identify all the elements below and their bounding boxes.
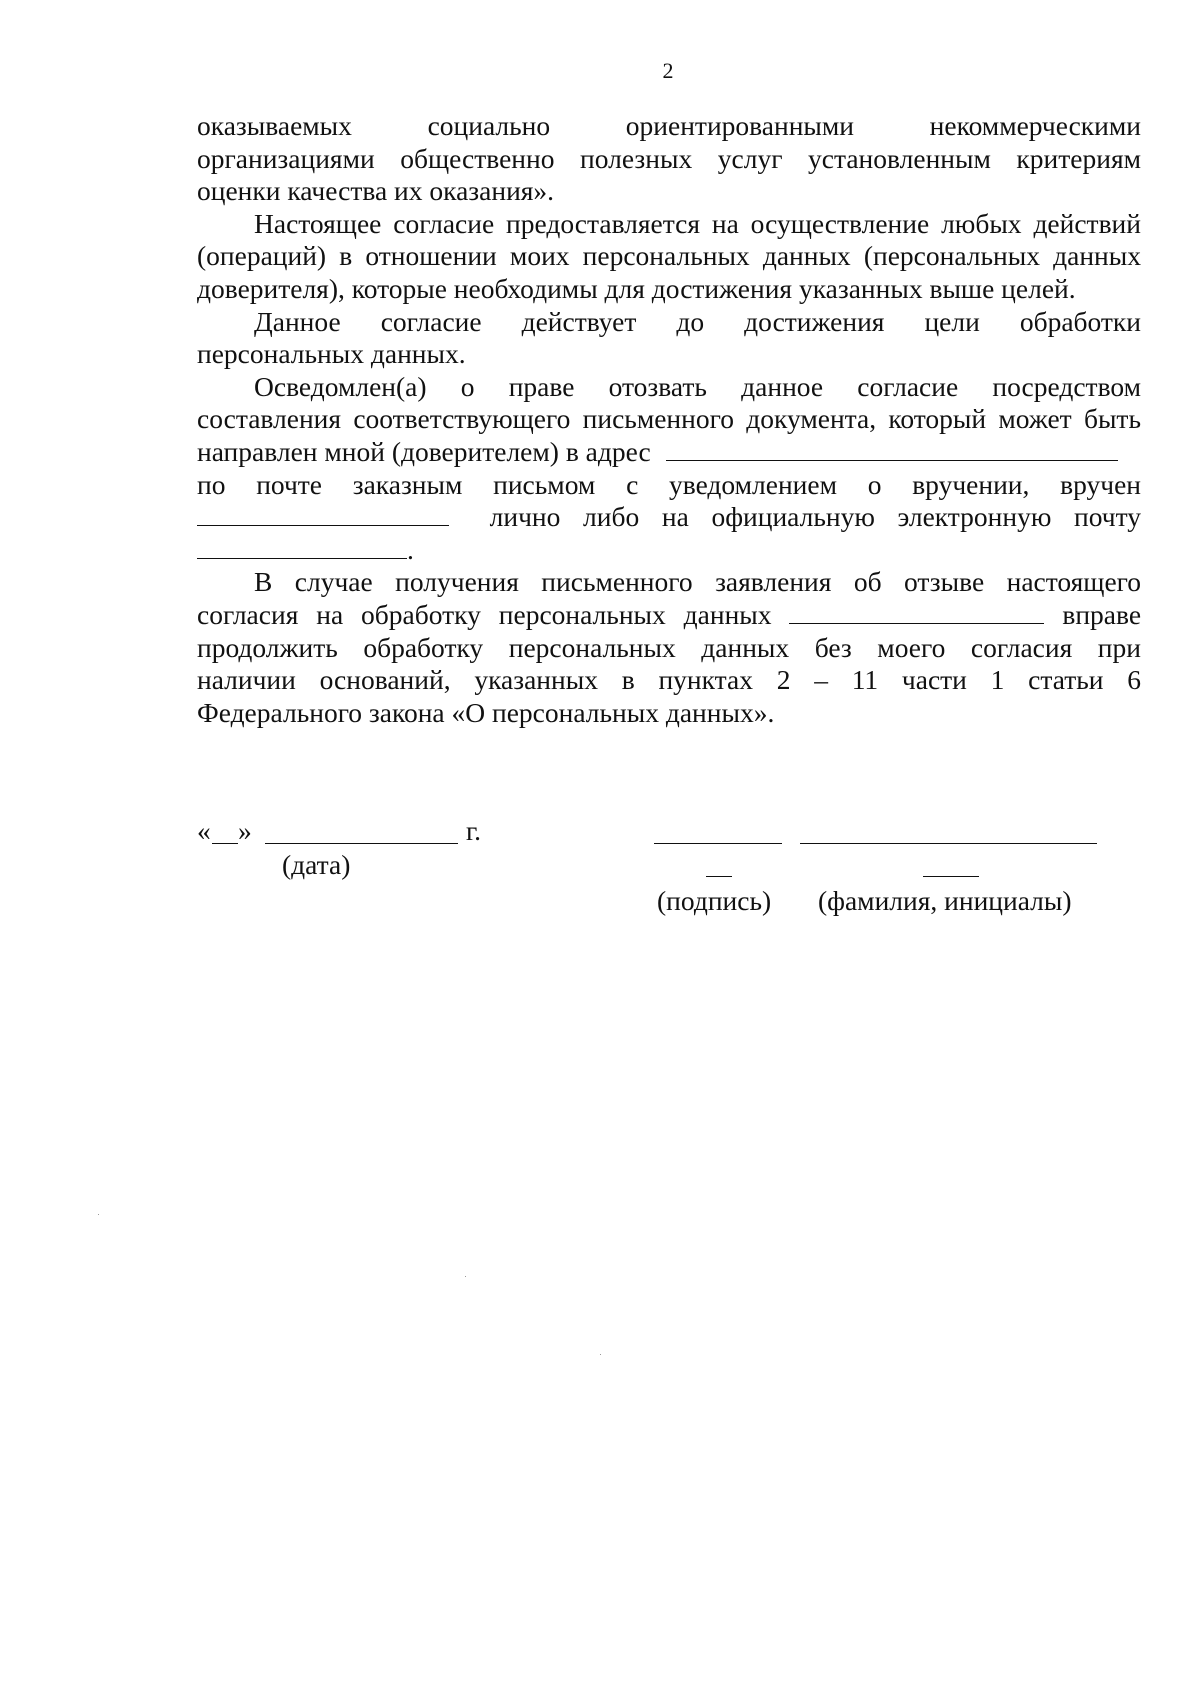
name-mark	[923, 876, 979, 877]
address-label: направлен мной (доверителем) в адрес	[197, 435, 651, 467]
signature-blank[interactable]	[654, 843, 782, 844]
date-open-quote: «	[197, 815, 211, 846]
delivery-text: по почте заказным письмом с уведомлением о вручении, вручен	[197, 468, 1141, 500]
paragraph-line: оказываемых социально ориентированными некоммерческими	[197, 110, 1141, 141]
entitled-text: вправе	[1062, 598, 1142, 630]
paragraph-line: (операций) в отношении моих персональных данных (персональных данных	[197, 240, 1141, 272]
scan-speck	[98, 1214, 99, 1215]
consent-text: согласия на обработку персональных данных	[197, 598, 772, 630]
paragraph-line: продолжить обработку персональных данных без моего согласия при	[197, 631, 1141, 663]
paragraph-line: оценки качества их оказания».	[197, 175, 555, 207]
page-number: 2	[662, 58, 674, 83]
paragraph-line: В случае получения письменного заявления об отзыве настоящего	[254, 566, 1141, 598]
signature-caption: (подпись)	[657, 885, 772, 916]
date-caption: (дата)	[282, 849, 351, 880]
paragraph-line: персональных данных.	[197, 338, 466, 370]
period: .	[407, 533, 414, 565]
email-text: лично либо на официальную электронную почту	[489, 501, 1142, 533]
paragraph-line: организациями общественно полезных услуг установленным критериям	[197, 142, 1141, 174]
scan-speck	[600, 1354, 601, 1355]
paragraph-line: наличии оснований, указанных в пунктах 2 – 11 части 1 статьи 6	[197, 664, 1141, 696]
year-suffix: г.	[466, 815, 482, 846]
paragraph-line: составления соответствующего письменного документа, который может быть	[197, 403, 1141, 435]
paragraph-line: Осведомлен(а) о праве отозвать данное согласие посредством	[254, 370, 1141, 402]
day-blank[interactable]	[212, 843, 238, 844]
paragraph-line: Настоящее согласие предоставляется на осуществление любых действий	[254, 207, 1141, 239]
signature-mark	[706, 876, 732, 877]
scan-speck	[465, 1276, 466, 1277]
paragraph-line: Федерального закона «О персональных данных».	[197, 696, 775, 728]
name-blank[interactable]	[800, 843, 1097, 844]
name-caption: (фамилия, инициалы)	[818, 885, 1072, 916]
paragraph-line: доверителя), которые необходимы для достижения указанных выше целей.	[197, 272, 1076, 304]
paragraph-line: Данное согласие действует до достижения цели обработки	[254, 305, 1141, 337]
month-blank[interactable]	[265, 843, 458, 844]
date-close-quote: »	[238, 815, 252, 846]
